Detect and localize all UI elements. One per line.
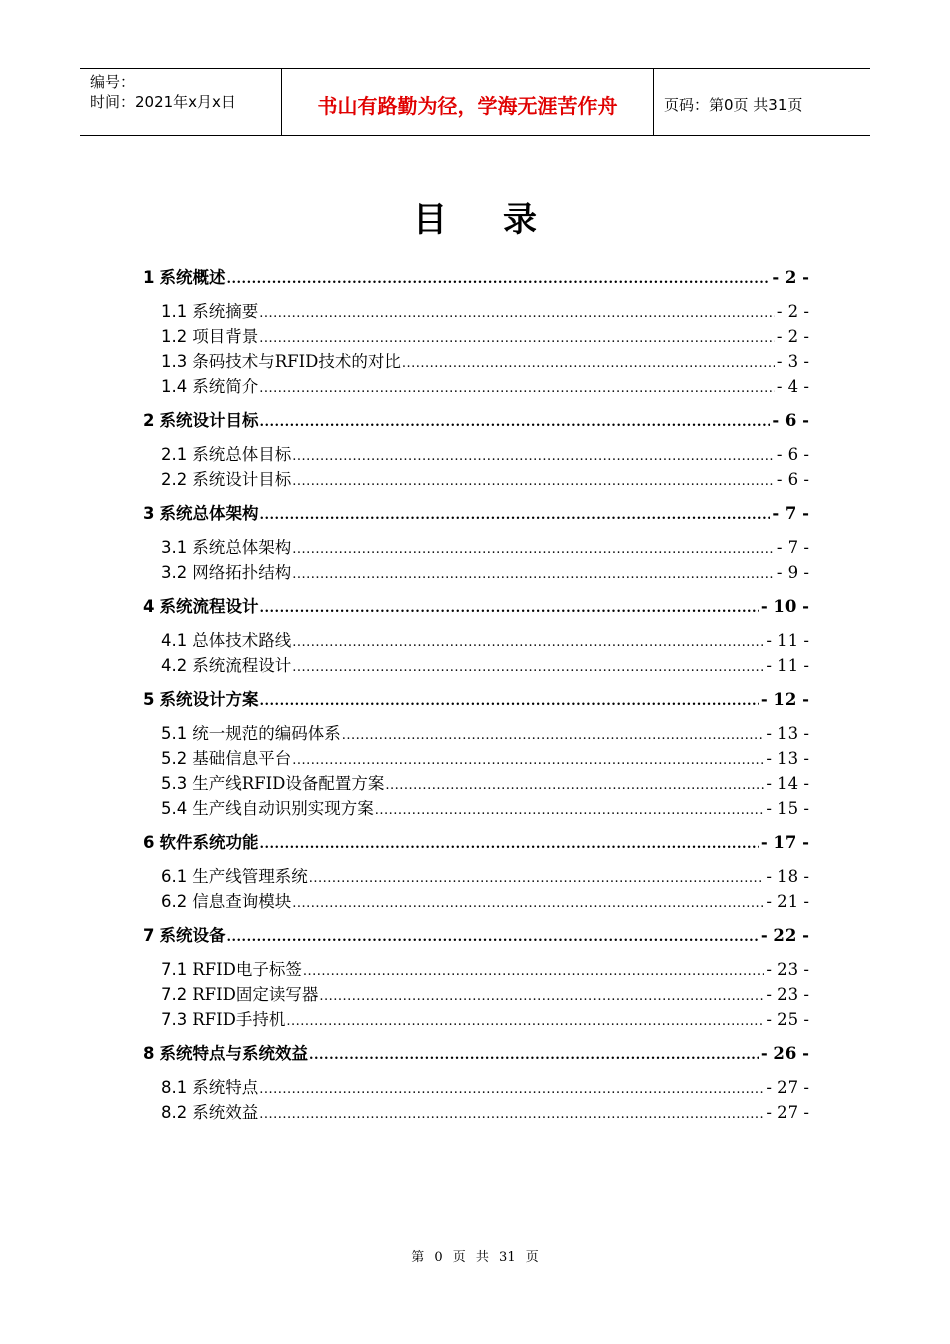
toc-leader-dots xyxy=(259,410,770,433)
toc-entry-number: 8.2 xyxy=(161,1103,188,1122)
toc-chapter-entry[interactable] xyxy=(143,265,809,290)
toc-section-entry[interactable] xyxy=(143,628,809,653)
toc-entry-page: - 9 - xyxy=(776,563,809,582)
toc-entry-number: 8.1 xyxy=(161,1078,188,1097)
toc-entry-page: - 6 - xyxy=(776,470,809,489)
toc-entry-title: 统一规范的编码体系 xyxy=(192,724,341,743)
table-of-contents xyxy=(143,265,809,1125)
toc-chapter-entry[interactable] xyxy=(143,1041,809,1066)
toc-section-entry[interactable] xyxy=(143,653,809,678)
toc-leader-dots xyxy=(259,1077,764,1100)
toc-entry-title: 系统设计方案 xyxy=(159,690,259,709)
toc-entry-page: - 23 - xyxy=(766,985,809,1004)
toc-entry-page: - 2 - xyxy=(776,302,809,321)
toc-entry-title: 生产线管理系统 xyxy=(192,867,308,886)
toc-entry-page: - 4 - xyxy=(776,377,809,396)
toc-entry-title: RFID电子标签 xyxy=(192,960,302,979)
toc-entry-number: 3.1 xyxy=(161,538,188,557)
toc-chapter-entry[interactable] xyxy=(143,594,809,619)
toc-entry-page: - 22 - xyxy=(760,926,809,945)
header-page-label: 页码：第0页 共31页 xyxy=(664,95,803,114)
toc-entry-title: RFID手持机 xyxy=(192,1010,286,1029)
toc-leader-dots xyxy=(292,748,764,771)
toc-section-entry[interactable] xyxy=(143,721,809,746)
toc-section-entry[interactable] xyxy=(143,324,809,349)
toc-leader-dots xyxy=(292,562,775,585)
toc-entry-page: - 27 - xyxy=(766,1103,809,1122)
toc-section-entry[interactable] xyxy=(143,442,809,467)
toc-leader-dots xyxy=(292,537,775,560)
toc-leader-dots xyxy=(259,326,775,349)
toc-leader-dots xyxy=(342,723,765,746)
toc-entry-page: - 2 - xyxy=(772,268,809,287)
toc-entry-page: - 27 - xyxy=(766,1078,809,1097)
page-title: 目录 xyxy=(413,200,593,240)
toc-entry-title: 系统特点与系统效益 xyxy=(159,1044,308,1063)
toc-leader-dots xyxy=(375,798,765,821)
toc-leader-dots xyxy=(259,1102,764,1125)
toc-entry-title: 系统简介 xyxy=(192,377,259,396)
toc-entry-page: - 6 - xyxy=(772,411,809,430)
toc-entry-number: 1.1 xyxy=(161,302,188,321)
toc-entry-page: - 3 - xyxy=(776,352,809,371)
toc-entry-title: 系统流程设计 xyxy=(192,656,292,675)
toc-entry-number: 5.4 xyxy=(161,799,188,818)
toc-section-entry[interactable] xyxy=(143,1007,809,1032)
toc-entry-page: - 25 - xyxy=(766,1010,809,1029)
toc-leader-dots xyxy=(226,267,770,290)
toc-chapter-entry[interactable] xyxy=(143,830,809,855)
toc-entry-title: 系统设计目标 xyxy=(159,411,259,430)
toc-entry-number: 7.1 xyxy=(161,960,188,979)
toc-section-entry[interactable] xyxy=(143,1075,809,1100)
toc-section-entry[interactable] xyxy=(143,982,809,1007)
toc-entry-page: - 14 - xyxy=(766,774,809,793)
toc-entry-number: 1.4 xyxy=(161,377,188,396)
toc-entry-title: 总体技术路线 xyxy=(192,631,292,650)
toc-leader-dots xyxy=(292,444,775,467)
toc-entry-page: - 7 - xyxy=(776,538,809,557)
toc-entry-title: 软件系统功能 xyxy=(159,833,259,852)
toc-chapter-entry[interactable] xyxy=(143,408,809,433)
toc-entry-page: - 26 - xyxy=(760,1044,809,1063)
toc-entry-number: 6 xyxy=(143,833,155,852)
header-slogan: 书山有路勤为径，学海无涯苦作舟 xyxy=(282,69,654,135)
toc-entry-number: 2.2 xyxy=(161,470,188,489)
header-meta xyxy=(80,69,282,135)
toc-leader-dots xyxy=(286,1009,764,1032)
toc-entry-page: - 13 - xyxy=(766,749,809,768)
toc-leader-dots xyxy=(292,891,764,914)
toc-leader-dots xyxy=(319,984,764,1007)
toc-entry-title: 系统总体架构 xyxy=(159,504,259,523)
toc-entry-number: 2 xyxy=(143,411,155,430)
toc-entry-number: 1.3 xyxy=(161,352,188,371)
toc-leader-dots xyxy=(226,925,758,948)
toc-entry-title: 系统设计目标 xyxy=(192,470,292,489)
toc-entry-title: RFID固定读写器 xyxy=(192,985,319,1004)
toc-entry-title: 系统流程设计 xyxy=(159,597,259,616)
toc-entry-page: - 2 - xyxy=(776,327,809,346)
toc-leader-dots xyxy=(309,1043,759,1066)
toc-entry-number: 8 xyxy=(143,1044,155,1063)
toc-section-entry[interactable] xyxy=(143,864,809,889)
toc-chapter-entry[interactable] xyxy=(143,923,809,948)
toc-leader-dots xyxy=(259,832,758,855)
toc-entry-title: 条码技术与RFID技术的对比 xyxy=(192,352,401,371)
toc-entry-page: - 18 - xyxy=(766,867,809,886)
toc-entry-title: 系统效益 xyxy=(192,1103,259,1122)
toc-leader-dots xyxy=(259,689,758,712)
toc-entry-page: - 15 - xyxy=(766,799,809,818)
toc-entry-title: 生产线RFID设备配置方案 xyxy=(192,774,385,793)
toc-section-entry[interactable] xyxy=(143,560,809,585)
toc-entry-title: 基础信息平台 xyxy=(192,749,292,768)
toc-entry-title: 网络拓扑结构 xyxy=(192,563,292,582)
toc-entry-title: 系统摘要 xyxy=(192,302,259,321)
toc-entry-number: 5 xyxy=(143,690,155,709)
toc-entry-number: 5.3 xyxy=(161,774,188,793)
toc-entry-number: 4.1 xyxy=(161,631,188,650)
toc-section-entry[interactable] xyxy=(143,796,809,821)
toc-entry-title: 系统总体目标 xyxy=(192,445,292,464)
toc-entry-number: 6.1 xyxy=(161,867,188,886)
toc-entry-page: - 11 - xyxy=(766,656,809,675)
toc-entry-number: 7.2 xyxy=(161,985,188,1004)
toc-entry-title: 生产线自动识别实现方案 xyxy=(192,799,374,818)
toc-leader-dots xyxy=(259,596,758,619)
toc-leader-dots xyxy=(259,301,775,324)
toc-section-entry[interactable] xyxy=(143,771,809,796)
toc-leader-dots xyxy=(292,469,775,492)
toc-section-entry[interactable] xyxy=(143,746,809,771)
toc-entry-title: 系统特点 xyxy=(192,1078,259,1097)
page-header xyxy=(80,68,870,136)
toc-leader-dots xyxy=(309,866,765,889)
toc-entry-number: 6.2 xyxy=(161,892,188,911)
toc-entry-title: 系统总体架构 xyxy=(192,538,292,557)
toc-entry-page: - 17 - xyxy=(760,833,809,852)
toc-leader-dots xyxy=(292,655,764,678)
toc-chapter-entry[interactable] xyxy=(143,687,809,712)
toc-chapter-entry[interactable] xyxy=(143,501,809,526)
toc-leader-dots xyxy=(303,959,764,982)
toc-entry-page: - 21 - xyxy=(766,892,809,911)
toc-section-entry[interactable] xyxy=(143,299,809,324)
toc-entry-page: - 12 - xyxy=(760,690,809,709)
toc-entry-title: 系统设备 xyxy=(159,926,226,945)
toc-section-entry[interactable] xyxy=(143,374,809,399)
toc-section-entry[interactable] xyxy=(143,1100,809,1125)
toc-entry-number: 7 xyxy=(143,926,155,945)
toc-entry-page: - 6 - xyxy=(776,445,809,464)
document-time-label: 时间：2021年x月x日 xyxy=(90,93,236,111)
toc-leader-dots xyxy=(402,351,775,374)
toc-entry-page: - 11 - xyxy=(766,631,809,650)
toc-leader-dots xyxy=(292,630,764,653)
toc-entry-page: - 23 - xyxy=(766,960,809,979)
toc-entry-number: 4.2 xyxy=(161,656,188,675)
toc-entry-number: 2.1 xyxy=(161,445,188,464)
page-footer: 第 0 页 共 31 页 xyxy=(411,1250,539,1265)
toc-entry-page: - 13 - xyxy=(766,724,809,743)
toc-entry-number: 1 xyxy=(143,268,155,287)
toc-section-entry[interactable] xyxy=(143,889,809,914)
toc-section-entry[interactable] xyxy=(143,957,809,982)
toc-section-entry[interactable] xyxy=(143,349,809,374)
toc-section-entry[interactable] xyxy=(143,535,809,560)
document-number-label: 编号： xyxy=(90,73,136,91)
toc-leader-dots xyxy=(259,376,775,399)
toc-entry-number: 5.1 xyxy=(161,724,188,743)
toc-entry-number: 7.3 xyxy=(161,1010,188,1029)
toc-entry-number: 3.2 xyxy=(161,563,188,582)
toc-entry-number: 4 xyxy=(143,597,155,616)
toc-entry-page: - 10 - xyxy=(760,597,809,616)
toc-leader-dots xyxy=(385,773,764,796)
toc-entry-title: 系统概述 xyxy=(159,268,226,287)
toc-section-entry[interactable] xyxy=(143,467,809,492)
toc-entry-title: 信息查询模块 xyxy=(192,892,292,911)
toc-entry-number: 1.2 xyxy=(161,327,188,346)
toc-entry-page: - 7 - xyxy=(772,504,809,523)
toc-leader-dots xyxy=(259,503,770,526)
toc-entry-title: 项目背景 xyxy=(192,327,259,346)
toc-entry-number: 3 xyxy=(143,504,155,523)
toc-entry-number: 5.2 xyxy=(161,749,188,768)
